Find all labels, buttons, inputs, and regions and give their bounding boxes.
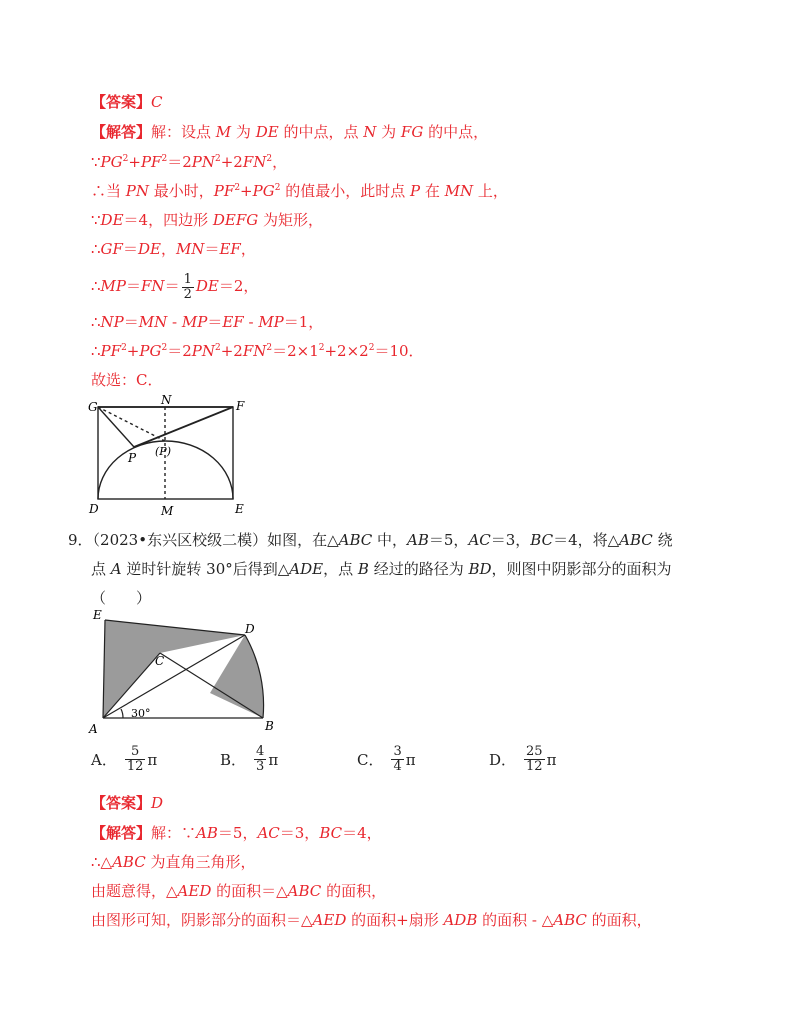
question-9-line-2	[91, 559, 672, 579]
var: AED	[312, 911, 347, 929]
text: ＝2，	[218, 277, 259, 295]
label-g: G	[88, 400, 98, 414]
text: 中，	[372, 531, 408, 549]
var: MN	[175, 240, 205, 258]
solution-line-1	[91, 122, 488, 142]
numerator: 4	[256, 744, 265, 759]
exponent: 2	[122, 154, 129, 164]
option-fraction	[125, 745, 146, 774]
text: 为	[376, 123, 401, 141]
because-symbol: ∵	[91, 153, 101, 171]
question-source: （2023•东兴区校级二模）	[92, 531, 268, 549]
var: ADB	[443, 911, 478, 929]
text: ＝	[123, 313, 139, 331]
because-symbol: ∵	[91, 211, 101, 229]
label-d: D	[89, 502, 99, 516]
var: MP	[258, 313, 284, 331]
shaded-region-right	[210, 635, 264, 718]
option-d[interactable]	[489, 745, 556, 774]
var: ADE	[289, 560, 324, 578]
because-symbol: ∵	[181, 824, 197, 842]
segment-g-p2-dashed	[98, 407, 165, 441]
exponent: 2	[318, 343, 325, 353]
text: +	[240, 182, 253, 200]
solution-line-6	[91, 268, 258, 304]
var: FG	[400, 123, 424, 141]
var: EF	[219, 240, 241, 258]
text: +	[128, 153, 141, 171]
text: ，	[240, 240, 256, 258]
text: ＝4，将△	[553, 531, 620, 549]
text: 故选：C．	[91, 371, 163, 389]
numerator: 5	[125, 745, 146, 760]
text: ＝5，	[428, 531, 469, 549]
var: N	[363, 123, 377, 141]
solution-line-9	[91, 370, 162, 390]
solution-line-7	[91, 312, 323, 332]
text: 由图形可知，阴影部分的面积＝△	[91, 911, 313, 929]
var: FN	[141, 277, 165, 295]
exponent: 2	[161, 343, 168, 353]
label-m: M	[161, 504, 174, 518]
var: MP	[181, 313, 208, 331]
text: 解：	[151, 824, 182, 842]
var: AC	[468, 531, 491, 549]
var: MN	[138, 313, 168, 331]
answer-tag: 【答案】	[91, 794, 152, 812]
text: ＝1，	[283, 313, 324, 331]
var: ABC	[553, 911, 587, 929]
var: PG	[100, 153, 123, 171]
text: ＝	[122, 240, 138, 258]
var: PF	[140, 153, 162, 171]
solution2-line-3	[91, 881, 386, 901]
option-label: C．	[357, 751, 384, 769]
var: BC	[530, 531, 554, 549]
text: ＝3，	[279, 824, 320, 842]
therefore-symbol: ∴	[91, 240, 101, 258]
text: ＝5，	[217, 824, 258, 842]
text: +	[126, 342, 140, 360]
answer-blank: （ ）	[91, 589, 152, 607]
text: ，点	[323, 560, 358, 578]
text: 解：设点	[151, 123, 216, 141]
var: DE	[100, 211, 124, 229]
var: PN	[125, 182, 150, 200]
denominator: 2	[183, 286, 192, 302]
var: PN	[191, 342, 215, 360]
therefore-symbol: ∴	[91, 277, 101, 295]
segment-gp	[98, 407, 134, 447]
var: PG	[252, 182, 275, 200]
text: ，	[272, 153, 288, 171]
option-fraction	[391, 745, 403, 774]
var: PF	[100, 342, 122, 360]
exponent: 2	[234, 183, 241, 193]
option-label: B．	[220, 751, 247, 769]
text: 当	[106, 182, 126, 200]
label-f: F	[236, 399, 245, 413]
label-n: N	[161, 395, 172, 407]
exponent: 2	[266, 343, 273, 353]
var: DEFG	[212, 211, 259, 229]
text: 的面积 - △	[477, 911, 554, 929]
var: DE	[195, 277, 219, 295]
text: 为矩形，	[258, 211, 323, 229]
solution-line-5	[91, 239, 256, 259]
therefore-symbol: ∴	[91, 853, 101, 871]
option-a[interactable]	[91, 745, 157, 774]
numerator: 1	[183, 271, 192, 287]
text: 经过的路径为	[368, 560, 469, 578]
figure-rectangle-semicircle	[85, 395, 245, 520]
answer-line-1	[91, 92, 163, 112]
text: 的面积，	[586, 911, 652, 929]
var: PF	[213, 182, 235, 200]
var: DE	[255, 123, 279, 141]
denominator: 12	[126, 759, 144, 774]
denominator: 12	[526, 759, 543, 774]
text: ，	[160, 240, 176, 258]
answer-tag: 【答案】	[91, 93, 152, 111]
figure-rotated-triangle	[85, 605, 285, 740]
label-p2: (P)	[155, 445, 171, 458]
answer-value: D	[151, 794, 164, 812]
solution-tag: 【解答】	[91, 824, 152, 842]
var: AC	[257, 824, 280, 842]
var: AED	[177, 882, 212, 900]
option-fraction	[524, 745, 545, 774]
var: ABC	[338, 531, 373, 549]
text: 的面积，	[321, 882, 387, 900]
text: 上，	[473, 182, 508, 200]
therefore-symbol: ∴	[91, 313, 101, 331]
var: M	[215, 123, 232, 141]
label-d: D	[245, 622, 255, 636]
answer-line-2	[91, 793, 163, 813]
text: 的中点，点	[278, 123, 364, 141]
label-a: A	[89, 722, 98, 736]
fraction-half	[182, 273, 194, 302]
numerator: 25	[526, 744, 543, 759]
solution-line-4	[91, 210, 323, 230]
label-e: E	[235, 502, 244, 516]
var: DE	[137, 240, 161, 258]
question-number: 9．	[68, 531, 93, 549]
var: BC	[319, 824, 343, 842]
var: A	[110, 560, 122, 578]
text: 点	[91, 560, 111, 578]
text: ＝2	[167, 342, 192, 360]
angle-arc	[121, 709, 123, 718]
text: 的面积＝△	[211, 882, 288, 900]
exponent: 2	[368, 343, 375, 353]
label-p: P	[128, 451, 137, 465]
text: 如图，在△	[267, 531, 339, 549]
text: 的面积+扇形	[346, 911, 444, 929]
text: 逆时针旋转 30°后得到△	[121, 560, 290, 578]
text: 的值最小，此时点	[280, 182, 410, 200]
var: EF	[222, 313, 244, 331]
text: 为	[231, 123, 256, 141]
solution2-line-2	[91, 852, 256, 872]
text: ＝4，	[342, 824, 382, 842]
var: NP	[100, 313, 124, 331]
var: ABC	[619, 531, 653, 549]
text: ＝	[204, 240, 220, 258]
denominator: 4	[393, 759, 402, 774]
question-9-line-1	[68, 530, 673, 550]
answer-value: C	[151, 93, 163, 111]
text: ＝2×1	[272, 342, 319, 360]
var: FN	[242, 153, 267, 171]
option-label: D．	[489, 751, 517, 769]
var: P	[409, 182, 421, 200]
var: AB	[196, 824, 218, 842]
text: 为直角三角形，	[145, 853, 256, 871]
var: BD	[468, 560, 492, 578]
var: GF	[100, 240, 123, 258]
pi-symbol: π	[268, 750, 279, 769]
text: ＝2	[167, 153, 192, 171]
var: FN	[242, 342, 267, 360]
solution-line-3	[91, 181, 508, 201]
text: +2×2	[324, 342, 369, 360]
text: ＝	[164, 277, 180, 295]
segment-pf	[134, 407, 233, 447]
text: ＝	[207, 313, 223, 331]
numerator: 3	[393, 744, 402, 759]
solution-tag: 【解答】	[91, 123, 152, 141]
exponent: 2	[274, 183, 281, 193]
solution-line-8	[91, 341, 424, 361]
text: 的中点，	[423, 123, 489, 141]
var: PN	[191, 153, 215, 171]
text: ＝3，	[490, 531, 531, 549]
option-label: A．	[91, 751, 117, 769]
text: △	[100, 853, 113, 871]
solution2-line-1	[91, 823, 382, 843]
text: ，则图中阴影部分的面积为	[491, 560, 672, 578]
label-b: B	[265, 719, 274, 733]
exponent: 2	[161, 154, 168, 164]
option-b[interactable]	[220, 745, 278, 774]
text: 由题意得，△	[91, 882, 178, 900]
var: B	[357, 560, 369, 578]
option-c[interactable]	[357, 745, 416, 774]
text: +2	[220, 342, 243, 360]
var: AB	[407, 531, 429, 549]
text: ＝10．	[374, 342, 424, 360]
therefore-symbol: ∴	[91, 342, 101, 360]
label-e: E	[93, 608, 102, 622]
exponent: 2	[121, 343, 127, 353]
solution-line-2	[91, 152, 287, 172]
pi-symbol: π	[546, 750, 557, 769]
text: ＝4，四边形	[123, 211, 213, 229]
label-c: C	[155, 654, 165, 668]
exponent: 2	[214, 154, 221, 164]
label-angle: 30°	[131, 707, 151, 720]
shaded-region	[103, 620, 245, 718]
text: 最小时，	[149, 182, 214, 200]
text: 在	[420, 182, 445, 200]
var: ABC	[112, 853, 146, 871]
text: -	[167, 313, 182, 331]
option-fraction	[254, 745, 266, 774]
var: PG	[139, 342, 162, 360]
exponent: 2	[214, 343, 221, 353]
text: 绕	[652, 531, 673, 549]
text: ＝	[126, 277, 142, 295]
text: +2	[220, 153, 243, 171]
var: ABC	[287, 882, 322, 900]
var: MN	[444, 182, 474, 200]
pi-symbol: π	[405, 750, 416, 769]
pi-symbol: π	[147, 750, 158, 769]
var: MP	[100, 277, 126, 295]
solution2-line-4	[91, 910, 652, 930]
therefore-symbol: ∴	[91, 182, 107, 200]
text: -	[243, 313, 259, 331]
exponent: 2	[266, 154, 273, 164]
denominator: 3	[256, 759, 265, 774]
